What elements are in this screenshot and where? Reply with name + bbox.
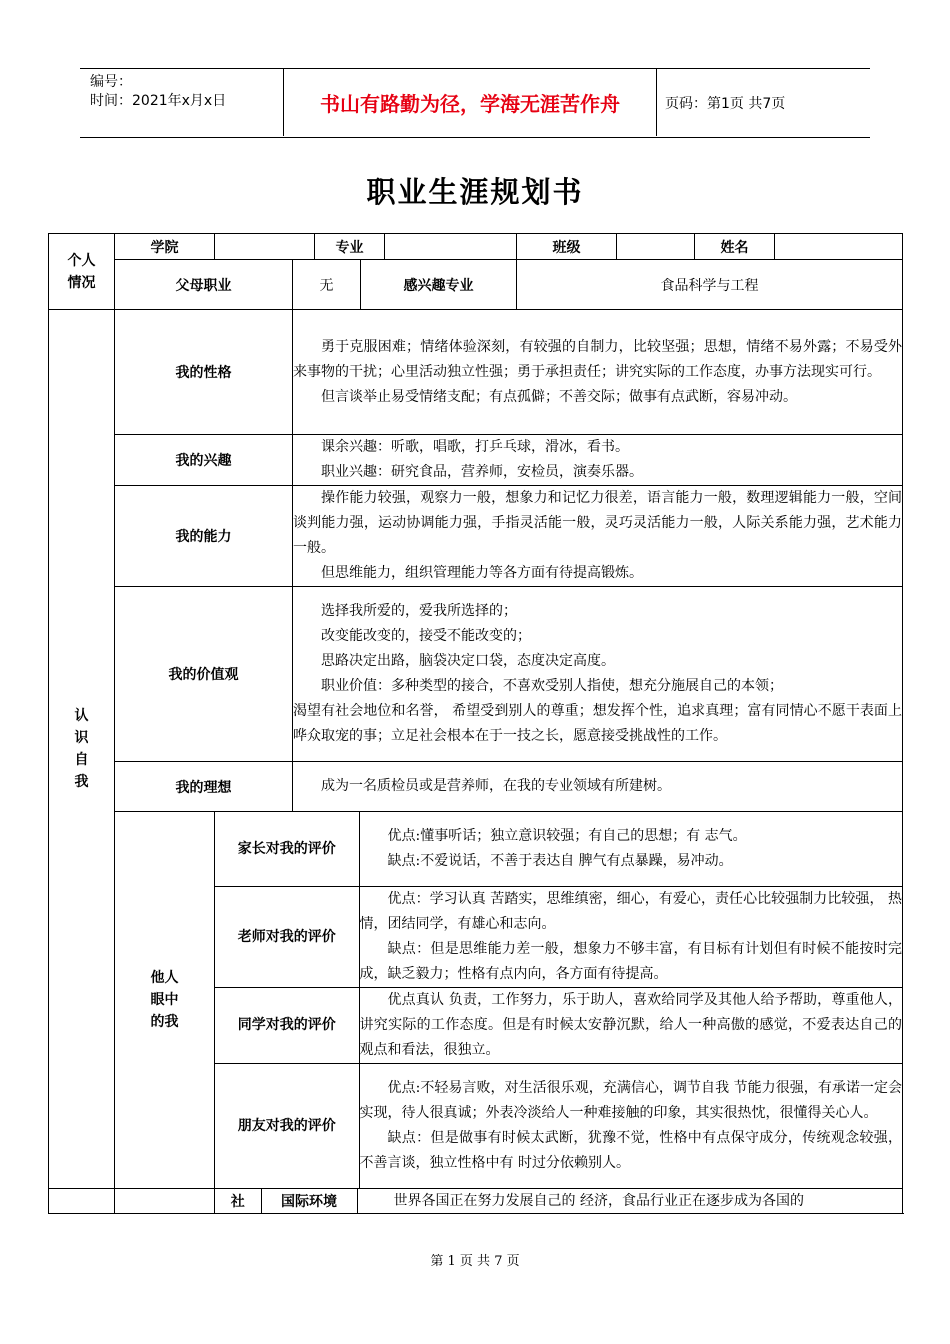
classmates-eval-text: 优点真认 负责，工作努力，乐于助人，喜欢给同学及其他人给予帮助，尊重他人，讲究实际的工作态度。但是有时候太安静沉默，给人一种高傲的感觉，不爱表达自己的观点和看法，很独立。 [359,987,902,1063]
interest-major-value: 食品科学与工程 [517,260,903,310]
values-text: 选择我所爱的，爱我所选择的； 改变能改变的，接受不能改变的； 思路决定出路，脑袋决定口袋，态度决定高度。 职业价值：多种类型的接合，不喜欢受别人指使，想充分施展自己的本领； 渴望有社会地位和名誉， 希望受到别人的尊重；想发挥个性，追求真理；富有同情心不愿干表面上哗众取宠的事；立足社会根本在于一技之长，愿意接受挑战性的工作。 [293,587,903,762]
classmates-eval-label: 同学对我的评价 [215,987,359,1063]
major-value [385,234,517,260]
parents-eval-label: 家长对我的评价 [215,812,359,886]
page-header [80,68,870,138]
parents-job-label: 父母职业 [115,260,293,310]
teacher-eval-text: 优点：学习认真 苦踏实，思维缜密，细心，有爱心，责任心比较强制力比较强， 热情，团结同学，有雄心和志向。 缺点：但是思维能力差一般，想象力不够丰富，有目标有计划但有时候不能按时完成，缺乏毅力；性格有点内向，各方面有待提高。 [359,886,902,987]
society-left-blank [49,1189,115,1214]
society-mid-blank [115,1189,215,1214]
personality-label: 我的性格 [115,310,293,435]
page-info: 页码：第1页 共7页 [665,96,786,112]
class-label: 班级 [517,234,617,260]
teacher-eval-label: 老师对我的评价 [215,886,359,987]
header-meta [90,73,226,111]
document-title: 职业生涯规划书 [366,175,584,209]
intl-env-label: 国际环境 [261,1189,357,1213]
friends-eval-text: 优点:不轻易言败，对生活很乐观，充满信心，调节自我 节能力很强，有承诺一定会实现，待人很真诚；外表冷淡给人一种难接触的印象，其实很热忱，很懂得关心人。 缺点：但是做事有时候太武断，犹豫不觉，性格中有点保守成分，传统观念较强，不善言谈，独立性格中有 时过分依赖别人。 [359,1079,902,1171]
parents-job-value: 无 [293,260,361,310]
college-label: 学院 [115,234,215,260]
ability-text: 操作能力较强，观察力一般，想象力和记忆力很差，语言能力一般，数理逻辑能力一般，空间谈判能力强，运动协调能力强，手指灵活能一般，灵巧灵活能力一般，人际关系能力强，艺术能力一般。 但思维能力，组织管理能力等各方面有待提高锻炼。 [293,486,903,587]
page-footer: 第 1 页 共 7 页 [430,1254,520,1269]
intl-env-text: 世界各国正在努力发展自己的 经济，食品行业正在逐步成为各国的 [393,1193,804,1209]
motto: 书山有路勤为径，学海无涯苦作舟 [283,69,657,136]
personal-section-label: 个人情况 [49,234,115,310]
number-label: 编号： [90,74,132,90]
interest-text: 课余兴趣：听歌，唱歌，打乒乓球，滑冰，看书。 职业兴趣：研究食品，营养师，安检员，演奏乐器。 [293,435,903,486]
class-value [617,234,695,260]
society-label: 社 [215,1189,261,1213]
others-view-label: 他人眼中的我 [115,812,215,1189]
parents-eval-text: 优点:懂事听话；独立意识较强；有自己的思想；有 志气。 缺点:不爱说话，不善于表达自 脾气有点暴躁，易冲动。 [359,812,902,886]
ideal-text: 成为一名质检员或是营养师，在我的专业领域有所建树。 [293,762,903,812]
others-view-block [215,812,903,1189]
values-label: 我的价值观 [115,587,293,762]
friends-eval-label: 朋友对我的评价 [215,1063,359,1188]
society-row [215,1189,903,1214]
interest-major-label: 感兴趣专业 [361,260,517,310]
name-label: 姓名 [695,234,775,260]
ideal-label: 我的理想 [115,762,293,812]
college-value [215,234,315,260]
plan-table [48,233,903,1214]
name-value [775,234,903,260]
personality-text: 勇于克服困难；情绪体验深刻，有较强的自制力，比较坚强；思想，情绪不易外露；不易受外来事物的干扰；心里活动独立性强；勇于承担责任；讲究实际的工作态度，办事方法现实可行。 但言谈举止易受情绪支配；有点孤僻；不善交际；做事有点武断，容易冲动。 [293,310,903,435]
self-section-label: 认识自我 [49,310,115,1189]
date-line: 时间：2021年x月x日 [90,93,227,109]
major-label: 专业 [315,234,385,260]
ability-label: 我的能力 [115,486,293,587]
interest-label: 我的兴趣 [115,435,293,486]
